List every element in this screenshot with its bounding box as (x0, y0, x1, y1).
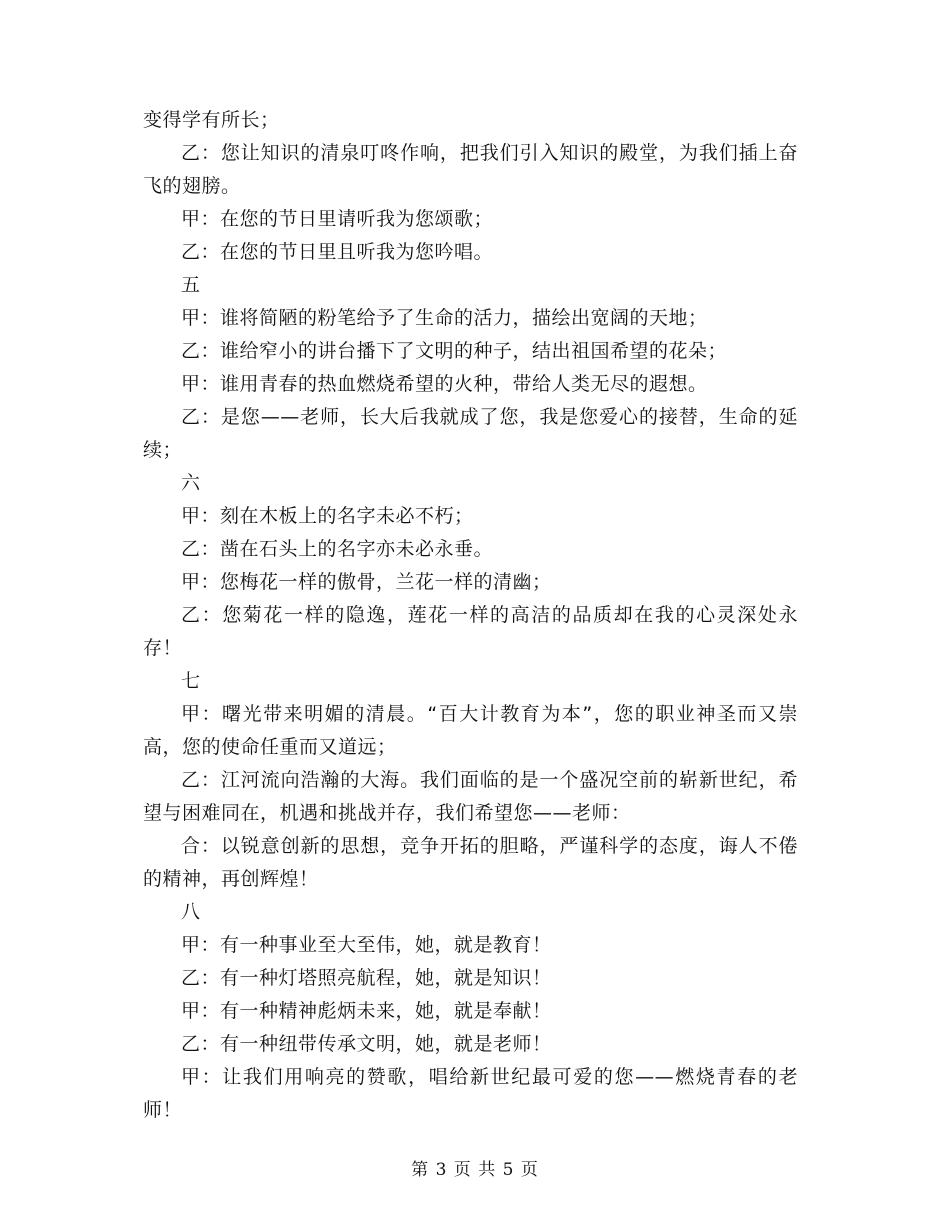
paragraph: 乙：在您的节日里且听我为您吟唱。 (181, 241, 494, 263)
paragraph: 乙：有一种纽带传承文明，她，就是老师！ (181, 1033, 552, 1055)
paragraph: 乙：谁给窄小的讲台播下了文明的种子，结出祖国希望的花朵； (181, 340, 728, 362)
section-number: 六 (181, 472, 201, 494)
paragraph: 乙：江河流向浩瀚的大海。我们面临的是一个盛况空前的崭新世纪，希望与困难同在，机遇和挑战并存，我们希望您——老师： (143, 769, 798, 824)
paragraph: 甲：谁用青春的热血燃烧希望的火种，带给人类无尽的遐想。 (181, 373, 708, 395)
paragraph: 乙：凿在石头上的名字亦未必永垂。 (181, 538, 494, 560)
paragraph: 甲：有一种精神彪炳未来，她，就是奉献！ (181, 1000, 552, 1022)
paragraph: 乙：您菊花一样的隐逸，莲花一样的高洁的品质却在我的心灵深处永存！ (143, 604, 798, 659)
paragraph: 甲：刻在木板上的名字未必不朽； (181, 505, 474, 527)
paragraph: 变得学有所长； (143, 109, 280, 131)
paragraph: 甲：让我们用响亮的赞歌，唱给新世纪最可爱的您——燃烧青春的老师！ (143, 1066, 798, 1121)
page-footer (0, 1155, 950, 1180)
section-number: 七 (181, 670, 201, 692)
paragraph: 甲：曙光带来明媚的清晨。“百大计教育为本”，您的职业神圣而又崇高，您的使命任重而又道远； (143, 703, 798, 758)
paragraph: 甲：您梅花一样的傲骨，兰花一样的清幽； (181, 571, 552, 593)
paragraph: 甲：谁将简陋的粉笔给予了生命的活力，描绘出宽阔的天地； (181, 307, 708, 329)
section-number: 八 (181, 901, 201, 923)
paragraph: 乙：您让知识的清泉叮咚作响，把我们引入知识的殿堂，为我们插上奋飞的翅膀。 (143, 142, 798, 197)
paragraph: 合：以锐意创新的思想，竞争开拓的胆略，严谨科学的态度，诲人不倦的精神，再创辉煌！ (143, 835, 798, 890)
paragraph: 乙：是您——老师，长大后我就成了您，我是您爱心的接替，生命的延续； (143, 406, 798, 461)
paragraph: 乙：有一种灯塔照亮航程，她，就是知识！ (181, 967, 552, 989)
paragraph: 甲：在您的节日里请听我为您颂歌； (181, 208, 494, 230)
page-number-label: 第 3 页 共 5 页 (411, 1160, 539, 1180)
paragraph: 甲：有一种事业至大至伟，她，就是教育！ (181, 934, 552, 956)
section-number: 五 (181, 274, 201, 296)
document-body (143, 104, 798, 1127)
